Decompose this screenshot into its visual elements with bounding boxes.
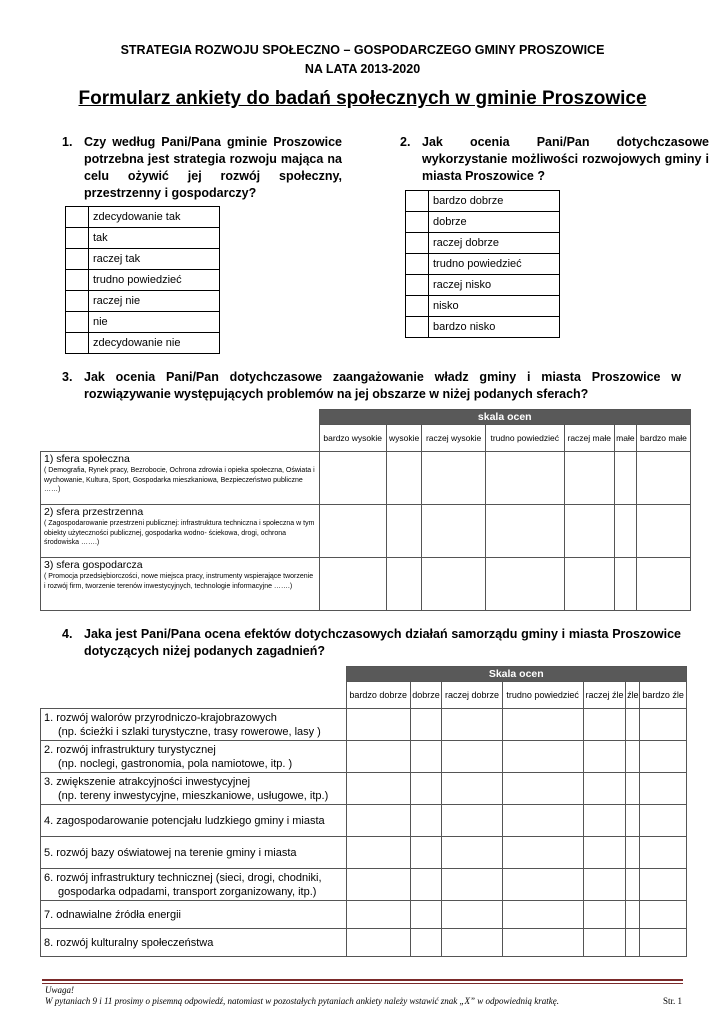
table-row [41, 805, 687, 837]
rating-cell[interactable] [564, 558, 614, 611]
row-label [41, 837, 347, 869]
option-row [66, 270, 220, 291]
rating-cell[interactable] [583, 837, 626, 869]
rating-cell[interactable] [502, 741, 583, 773]
column-header: trudno powiedzieć [485, 425, 564, 452]
topic-detail: (np. noclegi, gastronomia, pola namiotowe, itp. ) [58, 757, 293, 770]
rating-cell[interactable] [626, 805, 640, 837]
column-header: bardzo małe [636, 425, 690, 452]
table-row [41, 452, 691, 505]
row-label [41, 741, 347, 773]
rating-cell[interactable] [583, 929, 626, 957]
rating-cell[interactable] [583, 773, 626, 805]
table-row [41, 773, 687, 805]
topic-title: 3. zwiększenie atrakcyjności inwestycyjnej [44, 775, 251, 788]
column-header: wysokie [386, 425, 421, 452]
rating-cell[interactable] [640, 837, 687, 869]
rating-cell[interactable] [564, 505, 614, 558]
option-label: dobrze [429, 212, 560, 233]
rating-cell[interactable] [346, 805, 410, 837]
option-row [66, 228, 220, 249]
rating-cell[interactable] [626, 837, 640, 869]
topic-title: 4. zagospodarowanie potencjału ludzkiego gminy i miasta [44, 814, 325, 827]
rating-cell[interactable] [640, 709, 687, 741]
row-label [41, 929, 347, 957]
rating-cell[interactable] [626, 741, 640, 773]
rating-cell[interactable] [410, 709, 441, 741]
table-row [41, 901, 687, 929]
option-row [66, 312, 220, 333]
page-number: Str. 1 [662, 996, 682, 1006]
rating-cell[interactable] [386, 505, 421, 558]
question-3-text: Jak ocenia Pani/Pan dotychczasowe zaangażowanie władz gminy i miasta Proszowice w rozwiązywanie występujących problemów na jej obszarze w niżej podanych sferach? [84, 370, 681, 401]
option-checkbox[interactable] [66, 312, 89, 333]
option-checkbox[interactable] [66, 270, 89, 291]
table-row [41, 929, 687, 957]
rating-cell[interactable] [502, 805, 583, 837]
rating-cell[interactable] [410, 901, 441, 929]
column-header: raczej dobrze [442, 682, 503, 709]
topic-title: 7. odnawialne źródła energii [44, 908, 181, 921]
rating-cell[interactable] [410, 837, 441, 869]
row-label [41, 901, 347, 929]
column-header: trudno powiedzieć [502, 682, 583, 709]
rating-cell[interactable] [442, 901, 503, 929]
rating-cell[interactable] [502, 837, 583, 869]
option-label: raczej tak [89, 249, 220, 270]
option-label: nie [89, 312, 220, 333]
rating-cell[interactable] [346, 773, 410, 805]
option-checkbox[interactable] [406, 212, 429, 233]
topic-detail: (np. ścieżki i szlaki turystyczne, trasy rowerowe, lasy ) [58, 725, 321, 738]
rating-cell[interactable] [583, 709, 626, 741]
scale-header-row [41, 667, 687, 682]
option-checkbox[interactable] [66, 333, 89, 354]
question-3-rating-table [40, 409, 691, 611]
rating-cell[interactable] [502, 901, 583, 929]
rating-cell[interactable] [442, 805, 503, 837]
option-label: raczej dobrze [429, 233, 560, 254]
question-4-number: 4. [62, 627, 73, 641]
row-label [41, 773, 347, 805]
topic-detail: (np. tereny inwestycyjne, mieszkaniowe, usługowe, itp.) [58, 789, 329, 802]
option-checkbox[interactable] [66, 291, 89, 312]
row-label [41, 452, 320, 505]
rating-cell[interactable] [583, 805, 626, 837]
rating-cell[interactable] [502, 869, 583, 901]
question-2-text: Jak ocenia Pani/Pan dotychczasowe wykorzystanie możliwości rozwojowych gminy i miasta Proszowice ? [422, 135, 709, 183]
document-header-line2: NA LATA 2013-2020 [304, 62, 421, 76]
rating-cell[interactable] [346, 901, 410, 929]
rating-cell[interactable] [502, 773, 583, 805]
option-label: zdecydowanie tak [89, 207, 220, 228]
option-checkbox[interactable] [406, 296, 429, 317]
sphere-name: 1) sfera społeczna [44, 453, 130, 465]
option-row [406, 317, 560, 338]
question-1-number: 1. [62, 135, 73, 149]
option-label: nisko [429, 296, 560, 317]
column-header: dobrze [410, 682, 441, 709]
table-row [41, 505, 691, 558]
topic-title: 1. rozwój walorów przyrodniczo-krajobrazowych [44, 711, 277, 724]
option-checkbox[interactable] [406, 233, 429, 254]
option-label: bardzo dobrze [429, 191, 560, 212]
topic-title: 8. rozwój kulturalny społeczeństwa [44, 936, 214, 949]
rating-cell[interactable] [410, 773, 441, 805]
rating-cell[interactable] [640, 805, 687, 837]
rating-cell[interactable] [626, 929, 640, 957]
rating-cell[interactable] [636, 505, 690, 558]
option-row [66, 249, 220, 270]
question-2 [400, 134, 710, 184]
rating-cell[interactable] [410, 929, 441, 957]
option-row [406, 212, 560, 233]
rating-cell[interactable] [319, 558, 386, 611]
option-checkbox[interactable] [66, 207, 89, 228]
topic-title: 2. rozwój infrastruktury turystycznej [44, 743, 216, 756]
row-label [41, 709, 347, 741]
option-checkbox[interactable] [406, 254, 429, 275]
option-label: trudno powiedzieć [89, 270, 220, 291]
question-4-text: Jaka jest Pani/Pana ocena efektów dotychczasowych działań samorządu gminy i miasta Proszowice dotyczących niżej podanych zagadnień? [84, 627, 681, 658]
question-4-rating-table [40, 666, 687, 957]
option-row [406, 233, 560, 254]
table-row [41, 709, 687, 741]
blank-corner [41, 410, 320, 452]
rating-cell[interactable] [422, 558, 486, 611]
footer-note: W pytaniach 9 i 11 prosimy o pisemną odpowiedź, natomiast w pozostałych pytaniach ankiety należy wstawić znak „X” w odpowiednią kratkę. [45, 996, 559, 1006]
row-label [41, 869, 347, 901]
topic-title: 5. rozwój bazy oświatowej na terenie gminy i miasta [44, 846, 297, 859]
rating-cell[interactable] [346, 837, 410, 869]
option-checkbox[interactable] [406, 191, 429, 212]
footer-divider [42, 979, 683, 981]
row-label [41, 505, 320, 558]
sphere-name: 2) sfera przestrzenna [44, 506, 144, 518]
rating-cell[interactable] [442, 773, 503, 805]
row-label [41, 558, 320, 611]
rating-cell[interactable] [410, 869, 441, 901]
question-4 [62, 626, 682, 662]
column-header: małe [614, 425, 636, 452]
column-header: źle [626, 682, 640, 709]
rating-cell[interactable] [614, 558, 636, 611]
rating-cell[interactable] [640, 901, 687, 929]
column-header: bardzo wysokie [319, 425, 386, 452]
option-row [66, 291, 220, 312]
sphere-description: ( Zagospodarowanie przestrzeni publicznej: infrastruktura techniczna i społeczna w tym obiekty użyteczności publicznej, gospodarka wodno- ściekowa, drogi, ochrona środowiska …….) [44, 520, 315, 546]
sphere-description: ( Promocja przedsiębiorczości, nowe miejsca pracy, instrumenty wspierające tworzenie i rozwój firm, tworzenie terenów inwestycyjnych, technologie informacyjne …….) [44, 573, 314, 590]
rating-cell[interactable] [346, 741, 410, 773]
row-label [41, 805, 347, 837]
rating-cell[interactable] [626, 869, 640, 901]
option-row [406, 275, 560, 296]
option-checkbox[interactable] [66, 249, 89, 270]
rating-cell[interactable] [626, 901, 640, 929]
rating-cell[interactable] [640, 929, 687, 957]
rating-cell[interactable] [485, 452, 564, 505]
rating-cell[interactable] [442, 869, 503, 901]
rating-cell[interactable] [614, 505, 636, 558]
rating-cell[interactable] [422, 505, 486, 558]
rating-cell[interactable] [583, 741, 626, 773]
rating-cell[interactable] [442, 709, 503, 741]
rating-cell[interactable] [640, 773, 687, 805]
option-row [406, 191, 560, 212]
option-checkbox[interactable] [66, 228, 89, 249]
form-title: Formularz ankiety do badań społecznych w gminie Proszowice [78, 88, 647, 109]
table-row [41, 869, 687, 901]
option-row [406, 296, 560, 317]
rating-cell[interactable] [319, 505, 386, 558]
column-header: raczej źle [583, 682, 626, 709]
option-label: trudno powiedzieć [429, 254, 560, 275]
topic-title: 6. rozwój infrastruktury technicznej (sieci, drogi, chodniki, [44, 871, 322, 884]
rating-cell[interactable] [485, 558, 564, 611]
rating-cell[interactable] [640, 869, 687, 901]
column-header: bardzo źle [640, 682, 687, 709]
blank-corner [41, 667, 347, 709]
rating-cell[interactable] [319, 452, 386, 505]
table-row [41, 558, 691, 611]
option-label: bardzo nisko [429, 317, 560, 338]
question-3 [62, 369, 682, 405]
option-row [66, 207, 220, 228]
rating-cell[interactable] [442, 741, 503, 773]
rating-cell[interactable] [442, 929, 503, 957]
scale-label: Skala ocen [346, 667, 687, 682]
sphere-name: 3) sfera gospodarcza [44, 559, 143, 571]
question-2-number: 2. [400, 135, 411, 149]
rating-cell[interactable] [583, 901, 626, 929]
rating-cell[interactable] [564, 452, 614, 505]
document-header-line1: STRATEGIA ROZWOJU SPOŁECZNO – GOSPODARCZEGO GMINY PROSZOWICE [120, 43, 605, 57]
rating-cell[interactable] [626, 773, 640, 805]
question-1 [62, 134, 344, 204]
question-2-options [405, 190, 560, 338]
rating-cell[interactable] [346, 929, 410, 957]
option-label: raczej nisko [429, 275, 560, 296]
sphere-description: ( Demografia, Rynek pracy, Bezrobocie, Ochrona zdrowia i opieka społeczna, Oświata i wychowanie, Kultura, Sport, Gospodarka mieszkaniowa, Bezpieczeństwo publiczne ……) [44, 467, 315, 493]
scale-header-row [41, 410, 691, 425]
rating-cell[interactable] [386, 452, 421, 505]
rating-cell[interactable] [626, 709, 640, 741]
topic-detail: gospodarka odpadami, transport zorganizowany, itp.) [58, 885, 317, 898]
footer-warning-label: Uwaga! [45, 985, 74, 995]
option-label: raczej nie [89, 291, 220, 312]
rating-cell[interactable] [410, 805, 441, 837]
rating-cell[interactable] [636, 452, 690, 505]
option-label: tak [89, 228, 220, 249]
rating-cell[interactable] [502, 929, 583, 957]
column-header: bardzo dobrze [346, 682, 410, 709]
question-1-options [65, 206, 220, 354]
rating-cell[interactable] [346, 869, 410, 901]
column-header: raczej małe [564, 425, 614, 452]
rating-cell[interactable] [583, 869, 626, 901]
column-header: raczej wysokie [422, 425, 486, 452]
question-1-text: Czy według Pani/Pana gminie Proszowice potrzebna jest strategia rozwoju mająca na celu ożywić jej rozwój społeczny, przestrzenny i gospodarczy? [84, 135, 342, 200]
rating-cell[interactable] [502, 709, 583, 741]
rating-cell[interactable] [422, 452, 486, 505]
question-3-number: 3. [62, 370, 73, 384]
option-row [66, 333, 220, 354]
table-row [41, 741, 687, 773]
rating-cell[interactable] [346, 709, 410, 741]
rating-cell[interactable] [386, 558, 421, 611]
scale-label: skala ocen [319, 410, 691, 425]
rating-cell[interactable] [636, 558, 690, 611]
table-row [41, 837, 687, 869]
rating-cell[interactable] [485, 505, 564, 558]
option-checkbox[interactable] [406, 317, 429, 338]
option-label: zdecydowanie nie [89, 333, 220, 354]
option-row [406, 254, 560, 275]
rating-cell[interactable] [410, 741, 441, 773]
footer-divider-thin [42, 983, 683, 984]
option-checkbox[interactable] [406, 275, 429, 296]
rating-cell[interactable] [442, 837, 503, 869]
rating-cell[interactable] [640, 741, 687, 773]
rating-cell[interactable] [614, 452, 636, 505]
